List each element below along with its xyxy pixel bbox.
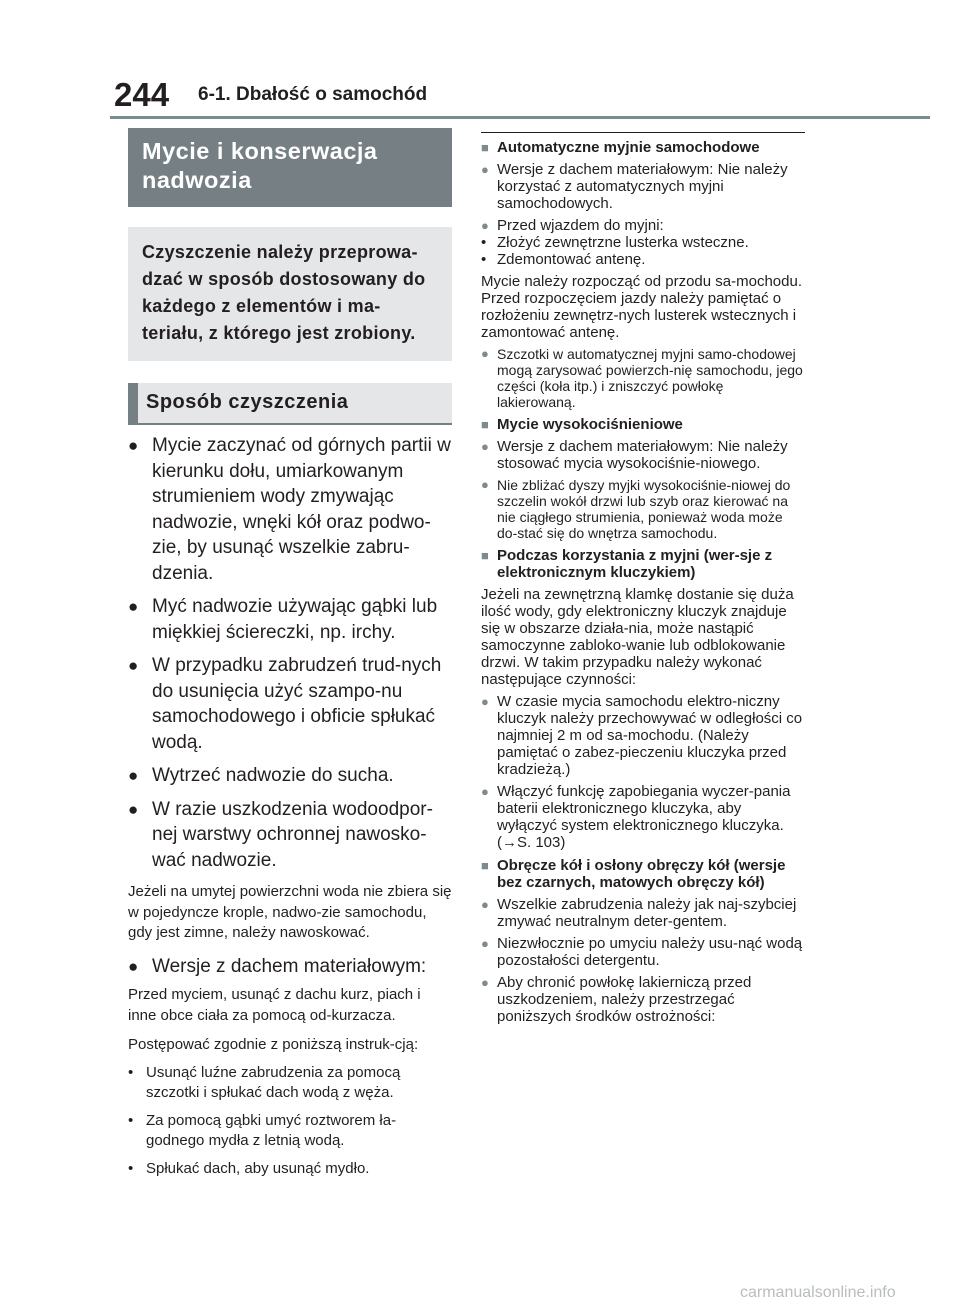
page-number: 244: [114, 76, 170, 113]
step-item: [128, 1063, 452, 1104]
list-item: ● Wszelkie zabrudzenia należy jak naj-szybciej zmywać neutralnym deter-gentem.: [481, 896, 797, 930]
list-item-text: W razie uszkodzenia wodoodpor-nej warstwy ochronnej nawosko-wać nadwozie.: [152, 798, 433, 871]
heading-automatic-wash: ■ Automatyczne myjnie samochodowe: [481, 139, 760, 156]
list-item: [128, 797, 452, 874]
list-item: [128, 653, 452, 755]
dot-marker-icon: •: [128, 1063, 134, 1081]
square-marker-icon: ■: [481, 548, 489, 563]
step-text: Spłukać dach, aby usunąć mydło.: [146, 1159, 370, 1177]
square-marker-icon: ■: [481, 140, 489, 155]
bullet-icon: ●: [128, 436, 139, 455]
subsection-rule: [128, 423, 452, 425]
bullet-icon: ●: [481, 218, 489, 233]
section-title: 6-1. Dbałość o samochód: [198, 84, 428, 105]
dot-marker-icon: •: [481, 251, 487, 268]
step-text: Za pomocą gąbki umyć roztworem ła-godnego mydła z letnią wodą.: [146, 1111, 397, 1149]
list-item: ● Włączyć funkcję zapobiegania wyczer-pania baterii elektronicznego kluczyka, aby wyłączyć system elektronicznego kluczyka. (→S. 103): [481, 783, 791, 851]
sub-list-item: • Złożyć zewnętrzne lusterka wsteczne.: [481, 234, 749, 251]
list-item: ● Nie zbliżać dyszy myjki wysokociśnie-niowej do szczelin wokół drzwi lub szyb oraz kierować na nie ciągłego strumienia, ponieważ woda może do-stać się do wnętrza samochodu.: [481, 477, 791, 541]
wax-note: Jeżeli na umytej powierzchni woda nie zbiera się w pojedyncze krople, nadwo-zie samochodu, gdy jest zimne, należy nawoskować.: [128, 883, 452, 941]
bullet-icon: ●: [128, 656, 139, 675]
sub-list: [481, 234, 805, 268]
lead-box: Czyszczenie należy przeprowa-dzać w sposób dostosowany do każdego z elementów i ma-teriału, z którego jest zrobiony.: [128, 227, 452, 361]
list-item: [128, 594, 452, 645]
dot-marker-icon: •: [128, 1159, 134, 1177]
page-header: [0, 0, 960, 120]
list-item-text: Myć nadwozie używając gąbki lub miękkiej ściereczki, np. irchy.: [152, 596, 438, 643]
sub-list-item: • Zdemontować antenę.: [481, 251, 646, 268]
bullet-icon: ●: [128, 766, 139, 785]
dot-marker-icon: •: [128, 1111, 134, 1129]
step-item: [128, 1159, 452, 1180]
list-item: ● W czasie mycia samochodu elektro-niczny kluczyk należy przechowywać w odległości co najmniej 2 m od sa-mochodu. (Należy pamiętać o zabez-pieczeniu kluczyka przed kradzieżą.): [481, 693, 803, 778]
left-column: [128, 128, 452, 1179]
heading-wheels: ■ Obręcze kół i osłony obręczy kół (wersje bez czarnych, matowych obręczy kół): [481, 857, 786, 891]
list-item: [128, 433, 452, 586]
section-rule: [481, 132, 805, 133]
list-item: ● Niezwłocznie po umyciu należy usu-nąć wodą pozostałości detergentu.: [481, 935, 803, 969]
bullet-icon: ●: [481, 162, 489, 177]
page-title: Mycie i konserwacja nadwozia: [128, 128, 452, 207]
bullet-icon: ●: [481, 439, 489, 454]
fabric-intro: Przed myciem, usunąć z dachu kurz, piach i inne obce ciała za pomocą od-kurzacza.: [128, 986, 421, 1024]
list-item: ● Szczotki w automatycznej myjni samo-chodowej mogą zarysować powierzch-nię samochodu, jego części (koła itp.) i zniszczyć powłokę lakierowaną.: [481, 346, 803, 410]
list-item: ● Wersje z dachem materiałowym: Nie należy korzystać z automatycznych myjni samochodowych.: [481, 161, 788, 212]
header-rule: [110, 116, 930, 119]
heading-pressure-wash: ■ Mycie wysokociśnieniowe: [481, 416, 683, 433]
fabric-roof-bullet: [128, 954, 452, 980]
bullet-icon: ●: [481, 897, 489, 912]
list-item: ● Aby chronić powłokę lakierniczą przed uszkodzeniem, należy przestrzegać poniższych środków ostrożności:: [481, 974, 752, 1025]
list-item-text: Wytrzeć nadwozie do sucha.: [152, 765, 394, 786]
list-item-text: W przypadku zabrudzeń trud-nych do usunięcia użyć szampo-nu samochodowego i obficie spłukać wodą.: [152, 655, 442, 753]
paragraph: Jeżeli na zewnętrzną klamkę dostanie się duża ilość wody, gdy elektroniczny kluczyk znajduje się w obszarze działa-nia, może nastąpić samoczynne zabloko-wanie lub odblokowanie drzwi. W takim przypadku należy wykonać następujące czynności:: [481, 586, 794, 688]
dot-marker-icon: •: [481, 234, 487, 251]
right-column: [481, 132, 805, 1025]
list-item: [128, 763, 452, 789]
bullet-icon: ●: [128, 597, 139, 616]
heading-smart-key: ■ Podczas korzystania z myjni (wer-sje z elektronicznym kluczykiem): [481, 547, 773, 581]
list-item-text: Mycie zaczynać od górnych partii w kierunku dołu, umiarkowanym strumieniem wody zmywając nadwozie, wnęki kół oraz podwo-zie, by usunąć wszelkie zabru-dzenia.: [152, 435, 451, 584]
square-marker-icon: ■: [481, 417, 489, 432]
bullet-icon: ●: [128, 956, 139, 976]
step-item: [128, 1111, 452, 1152]
list-item: ● Wersje z dachem materiałowym: Nie należy stosować mycia wysokociśnie-niowego.: [481, 438, 788, 472]
bullet-icon: ●: [481, 346, 489, 361]
square-marker-icon: ■: [481, 858, 489, 873]
watermark: carmanualsonline.info: [740, 1284, 896, 1301]
paragraph: Mycie należy rozpocząć od przodu sa-mochodu. Przed rozpoczęciem jazdy należy pamiętać o rozłożeniu zewnętrz-nych lusterek wstecznych i zamontować antenę.: [481, 273, 802, 341]
subsection-title: Sposób czyszczenia: [128, 383, 452, 423]
bullet-icon: ●: [481, 694, 489, 709]
bullet-icon: ●: [481, 784, 489, 799]
bullet-icon: ●: [481, 975, 489, 990]
list-item-text: Wersje z dachem materiałowym:: [152, 955, 427, 977]
fabric-steps-intro: Postępować zgodnie z poniższą instruk-cją:: [128, 1036, 419, 1053]
bullet-icon: ●: [481, 936, 489, 951]
bullet-icon: ●: [128, 799, 139, 819]
bullet-icon: ●: [481, 477, 489, 492]
step-text: Usunąć luźne zabrudzenia za pomocą szczotki i spłukać dach wodą z węża.: [146, 1063, 401, 1101]
list-item: ● Przed wjazdem do myjni:: [481, 217, 664, 234]
